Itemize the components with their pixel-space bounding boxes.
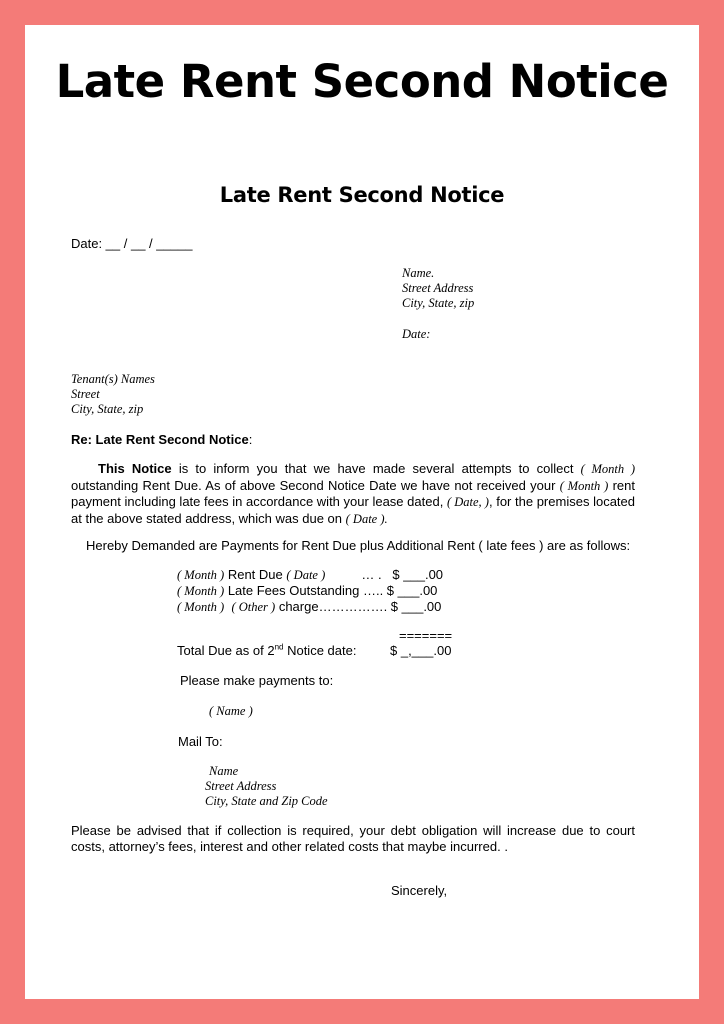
total-label-text: Total Due as of 2 [177,643,275,658]
body-date-1: ( Date, ) [446,495,489,509]
sender-address-block [402,266,474,311]
body-text-3: rent payment including late fees in accordance with your lease dated, [71,477,635,509]
tenant-street: Street [71,387,100,401]
body-month-2: ( Month ) [559,478,609,493]
total-due-value: $ _,___.00 [390,643,452,658]
total-label-text-2: Notice date: [283,643,357,658]
sender-date: Date: [402,327,431,341]
total-due-label [177,643,356,658]
document-title: Late Rent Second Notice [219,183,505,207]
mail-address-block [205,764,328,809]
body-text-4: , for the premises located at the above stated address, which was due on [71,494,635,526]
body-text-1: is to inform you that we have made several attempts to collect [171,461,581,476]
charge-amount: … . $ ___.00 [325,567,444,582]
charge-month: ( Month ) [177,568,225,582]
charge-other: ( Other ) [231,600,276,614]
charge-row-late-fees [177,583,443,599]
re-label: Re: Late Rent Second Notice [71,432,249,447]
body-month-1: ( Month ) [580,462,635,476]
sender-city: City, State, zip [402,296,475,310]
charge-label: Late Fees Outstanding ….. $ ___.00 [224,583,438,598]
charges-block [177,567,443,615]
date-line: Date: __ / __ / _____ [71,236,193,251]
charge-row-other [177,599,443,615]
body-paragraph [71,461,635,527]
body-text-2: outstanding Rent Due. As of above Second Notice Date we have not received your [71,477,560,493]
re-colon: : [248,432,253,447]
tenant-address-block [71,372,155,417]
tenant-city: City, State, zip [71,402,144,416]
body-lead: This Notice [98,461,172,476]
charge-label: charge……………. $ ___.00 [275,599,442,614]
charge-label: Rent Due [224,567,287,582]
payments-to-label: Please make payments to: [180,673,334,688]
sender-street: Street Address [402,281,474,295]
payee-name: ( Name ) [209,704,253,718]
charge-row-rent [177,567,443,583]
closing: Sincerely, [391,883,448,898]
charge-month: ( Month ) [177,584,225,598]
body-date-2: ( Date ). [345,511,388,526]
mail-city: City, State and Zip Code [205,794,328,808]
mail-name: Name [209,764,239,778]
sender-name: Name. [402,266,435,280]
total-label-sup: nd [274,642,284,652]
mail-street: Street Address [205,779,277,793]
banner-title: Late Rent Second Notice [55,55,669,108]
mail-to-label: Mail To: [178,734,223,749]
charge-date: ( Date ) [286,568,326,582]
re-line [71,432,252,447]
tenant-names: Tenant(s) Names [71,372,155,386]
demand-line: Hereby Demanded are Payments for Rent Due plus Additional Rent ( late fees ) are as follows: [86,538,631,553]
charge-month: ( Month ) [177,600,225,614]
advisory-paragraph: Please be advised that if collection is required, your debt obligation will increase due to court costs, attorney’s fees, interest and other related costs that maybe incurred. . [71,823,635,854]
total-separator: ======= [399,628,453,643]
